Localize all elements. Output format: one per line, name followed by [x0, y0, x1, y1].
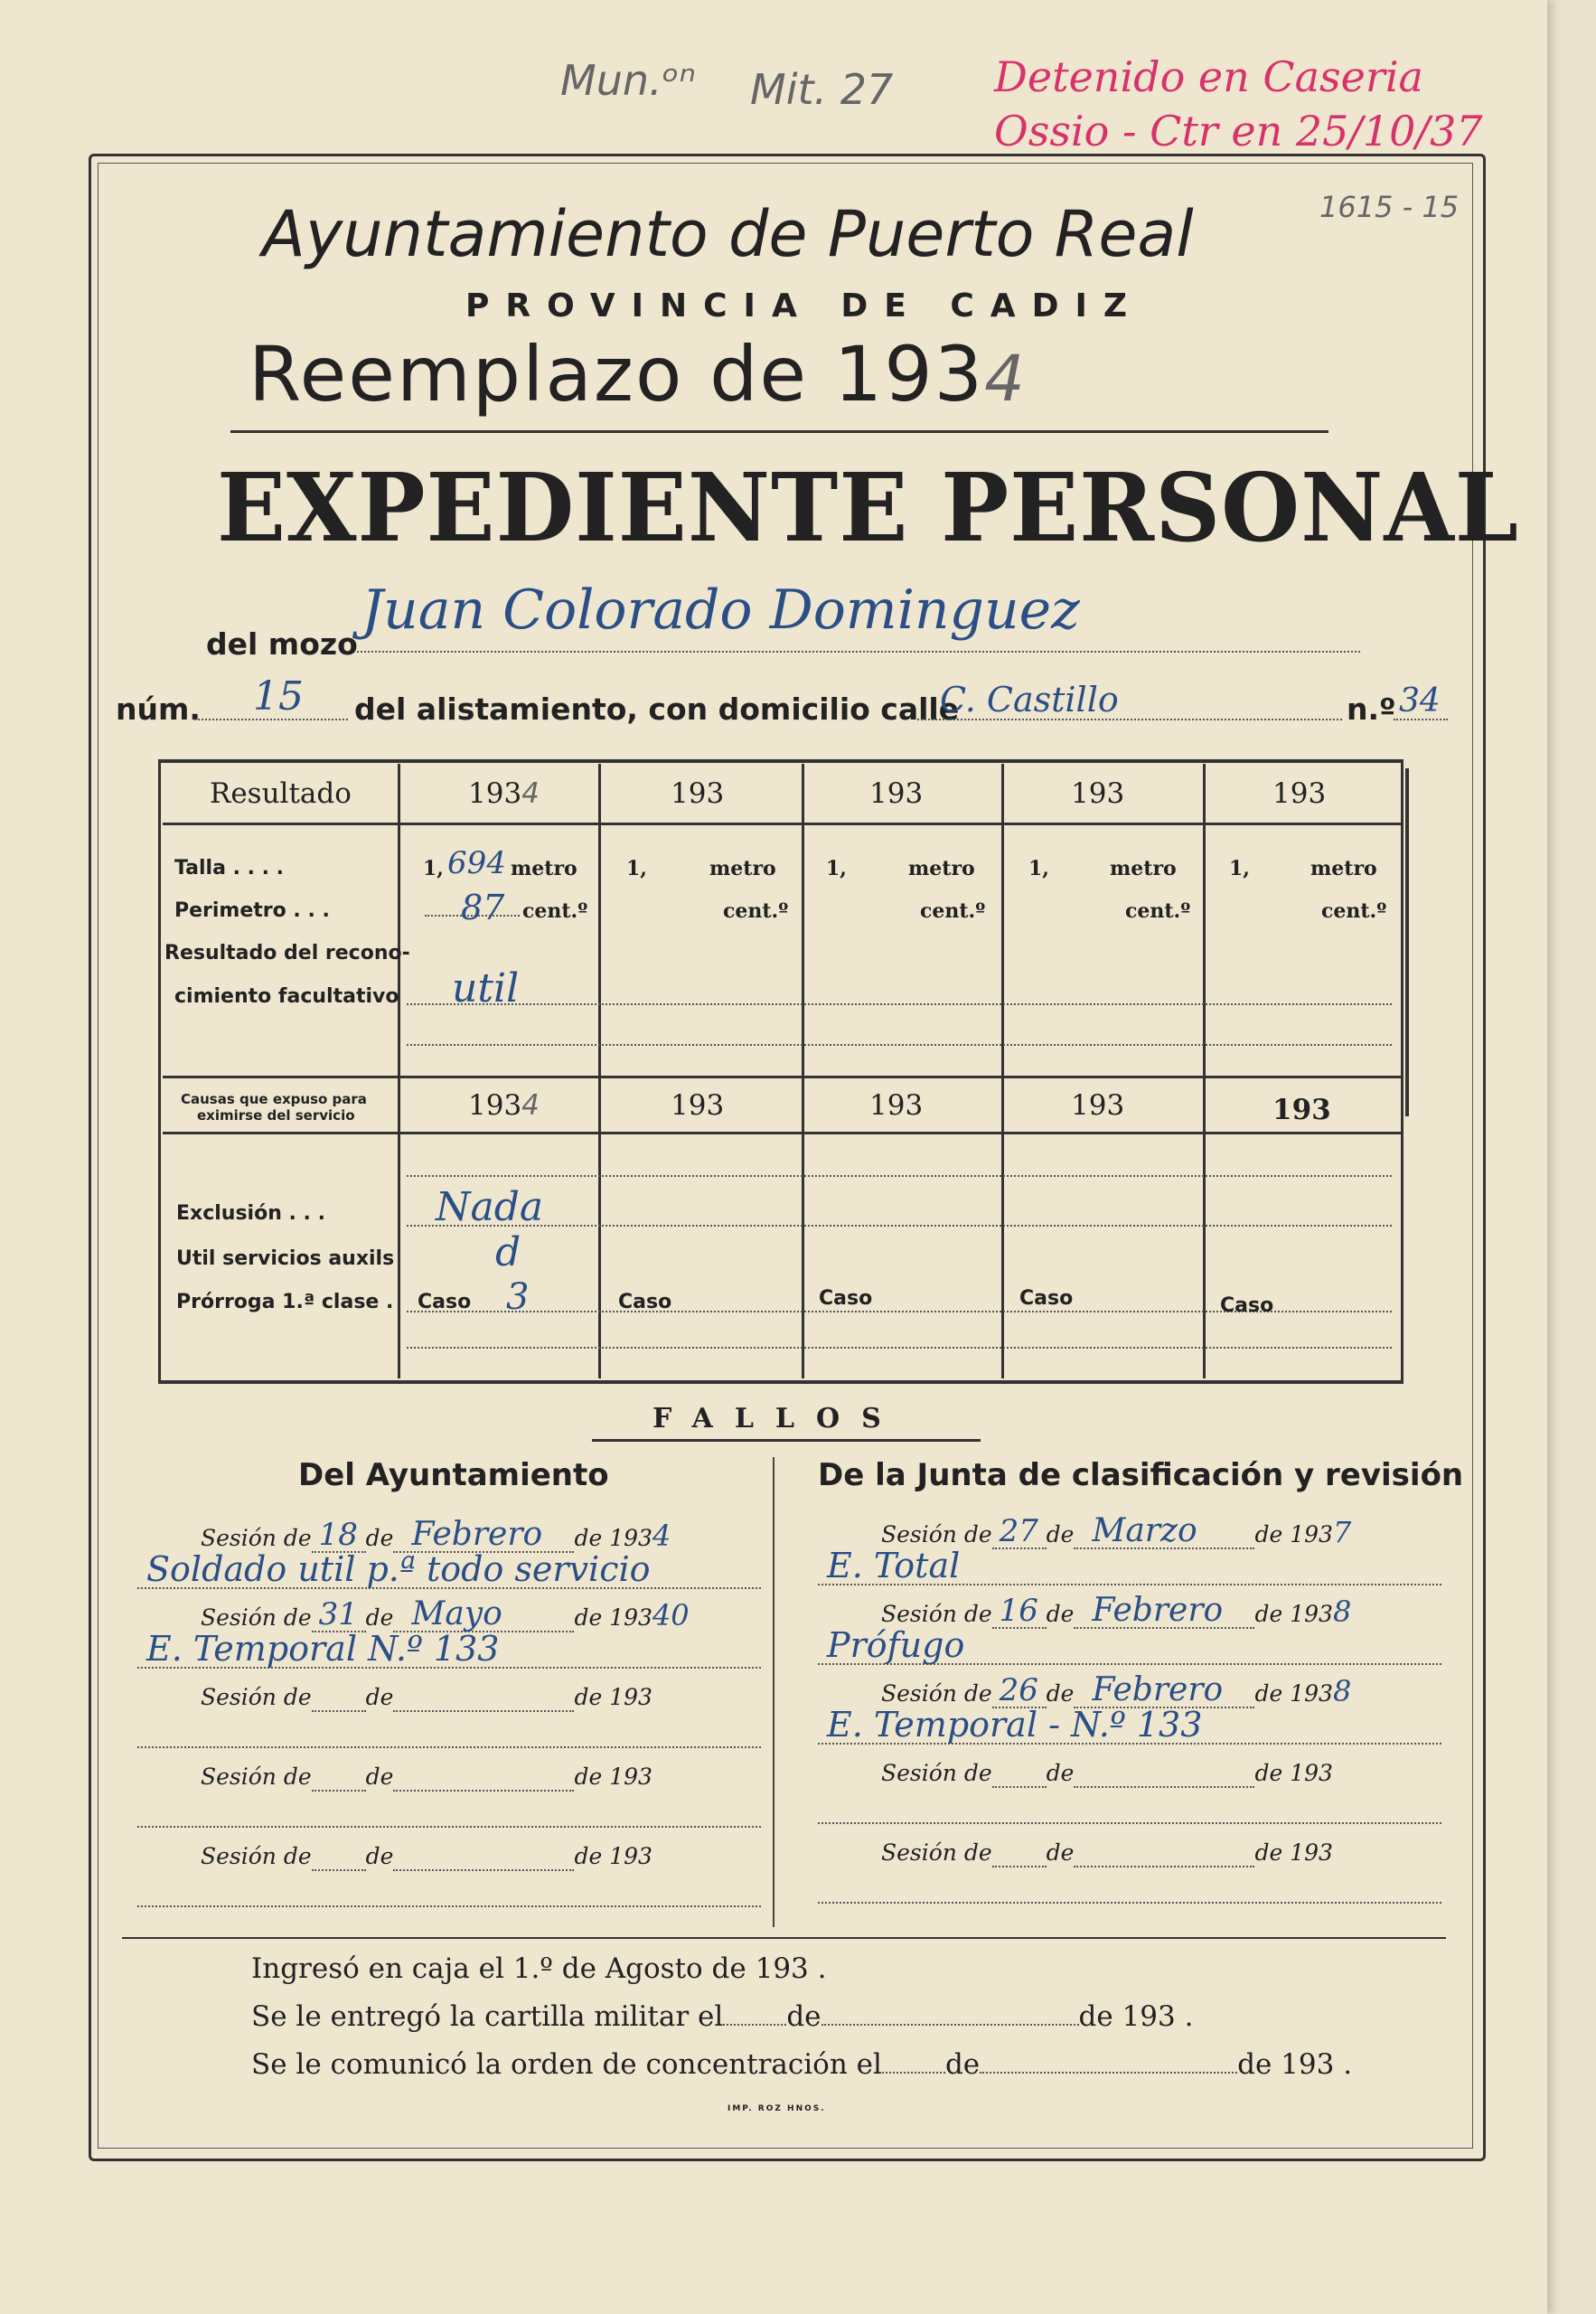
sesion-label: Sesión de	[201, 1764, 312, 1790]
exclusion-label: Exclusión . . .	[176, 1202, 325, 1225]
year-col-1: 1934	[468, 777, 540, 810]
province-title: PROVINCIA DE CADIZ	[465, 287, 1144, 325]
sesion-label: Sesión de	[201, 1684, 312, 1710]
year2-col-3: 193	[869, 1089, 924, 1122]
sesion-label: Sesión de	[201, 1604, 312, 1631]
reconocimiento-value: util	[452, 965, 520, 1011]
levy-title	[249, 330, 1027, 419]
session-day: 16	[999, 1593, 1038, 1629]
street-name: C. Castillo	[940, 680, 1119, 720]
year-label: de 193	[574, 1843, 652, 1869]
metro-label-4: metro	[1110, 857, 1177, 880]
caso-label-1: Caso	[418, 1291, 472, 1313]
de-label: de	[365, 1604, 394, 1631]
prorroga-label: Prórroga 1.ª clase .	[176, 1291, 394, 1313]
caso-value: 3	[506, 1276, 530, 1318]
de-label: de	[365, 1843, 394, 1869]
year2-col-5: 193	[1272, 1094, 1331, 1126]
talla-prefix-3: 1,	[826, 857, 847, 880]
sesion-label: Sesión de	[881, 1521, 992, 1547]
pencil-note-2: Mit. 27	[750, 65, 894, 114]
cent-label-2: cent.º	[723, 899, 789, 923]
reconocimiento-label-1: Resultado del recono-	[164, 942, 410, 964]
resultado-header: Resultado	[210, 777, 352, 810]
form-title: EXPEDIENTE PERSONAL	[217, 452, 1519, 563]
exclusion-value: Nada	[436, 1184, 544, 1230]
session-month: Marzo	[1092, 1512, 1197, 1549]
enlistment-number: 15	[253, 673, 304, 720]
session-day: 26	[999, 1672, 1038, 1708]
de-label: de	[1046, 1521, 1075, 1547]
util-value: d	[495, 1229, 521, 1275]
session-note-line	[137, 1746, 761, 1748]
session-note-line	[818, 1822, 1441, 1824]
session-year-hand: 8	[1332, 1594, 1352, 1629]
year-label: de 193	[574, 1525, 652, 1551]
year-label: de 193	[1254, 1839, 1333, 1866]
de-label: de	[365, 1764, 394, 1790]
address-label: del alistamiento, con domicilio calle	[354, 691, 960, 727]
de-label: de	[1046, 1680, 1075, 1707]
metro-label-3: metro	[908, 857, 975, 880]
session-note: E. Total	[827, 1546, 961, 1585]
talla-label: Talla . . . .	[174, 857, 285, 880]
caso-label-5: Caso	[1220, 1294, 1274, 1317]
session-year-hand: 4	[652, 1519, 671, 1553]
year-col-2: 193	[671, 777, 725, 810]
num-label: núm.	[116, 691, 201, 727]
session-note-line	[137, 1905, 761, 1907]
caso-label-2: Caso	[618, 1291, 672, 1313]
archive-number: 1615 - 15	[1319, 190, 1460, 224]
session-note-line	[137, 1826, 761, 1828]
de-label: de	[365, 1684, 394, 1710]
municipality-title: Ayuntamiento de Puerto Real	[262, 197, 1194, 271]
footer-line-3: Se le comunicó la orden de concentración el de de 193 .	[251, 2048, 1353, 2081]
levy-label: Reemplazo de 193	[249, 330, 985, 419]
fallos-divider	[773, 1457, 775, 1927]
session-month: Febrero	[1092, 1671, 1224, 1708]
sesion-label: Sesión de	[881, 1839, 992, 1866]
talla-prefix-1: 1,	[423, 857, 444, 880]
header-rule	[230, 430, 1328, 433]
cent-label-3: cent.º	[920, 899, 986, 923]
year-label: de 193	[1254, 1680, 1333, 1707]
sesion-label: Sesión de	[881, 1680, 992, 1707]
metro-label-5: metro	[1310, 857, 1377, 880]
fallos-rule	[592, 1439, 981, 1442]
fallos-title: FALLOS	[652, 1403, 903, 1434]
talla-prefix-2: 1,	[626, 857, 647, 880]
person-name: Juan Colorado Dominguez	[361, 578, 1080, 642]
de-label: de	[1046, 1760, 1075, 1786]
year2-col-4: 193	[1071, 1089, 1125, 1122]
sesion-label: Sesión de	[201, 1525, 312, 1551]
left-heading: Del Ayuntamiento	[298, 1457, 609, 1493]
red-detention-note: Detenido en Caseria Ossio - Ctr en 25/10/37	[994, 52, 1483, 155]
session-note: E. Temporal - N.º 133	[827, 1705, 1203, 1745]
mozo-label: del mozo	[206, 626, 358, 662]
session-year-hand: 7	[1332, 1515, 1352, 1549]
session-month: Febrero	[1092, 1592, 1224, 1629]
sesion-label: Sesión de	[881, 1601, 992, 1627]
session-day: 27	[999, 1513, 1038, 1549]
year2-col-2: 193	[671, 1089, 725, 1122]
cent-label-5: cent.º	[1321, 899, 1387, 923]
pencil-note-1: Mun.ᵒⁿ	[560, 56, 696, 105]
year-label: de 193	[1254, 1601, 1333, 1627]
fallos-bottom-rule	[122, 1937, 1446, 1939]
de-label: de	[365, 1525, 394, 1551]
year-label: de 193	[574, 1684, 652, 1710]
printer-mark: IMP. ROZ HNOS.	[728, 2104, 826, 2113]
cent-label-1: cent.º	[522, 899, 588, 923]
year-col-5: 193	[1272, 777, 1327, 810]
session-note: E. Temporal N.º 133	[146, 1629, 500, 1669]
reconocimiento-label-2: cimiento facultativo	[174, 985, 399, 1008]
session-note-line	[818, 1902, 1441, 1904]
util-label: Util servicios auxils	[176, 1247, 395, 1270]
perimetro-label: Perimetro . . .	[174, 899, 330, 922]
year-col-4: 193	[1071, 777, 1125, 810]
metro-label-2: metro	[709, 857, 776, 880]
sesion-label: Sesión de	[881, 1760, 992, 1786]
year-col-3: 193	[869, 777, 924, 810]
session-note: Prófugo	[827, 1625, 965, 1665]
sesion-label: Sesión de	[201, 1843, 312, 1869]
causas-label-2: eximirse del servicio	[197, 1107, 355, 1124]
caso-label-4: Caso	[1019, 1287, 1074, 1310]
year-label: de 193	[1254, 1760, 1333, 1786]
session-day: 31	[318, 1596, 358, 1632]
session-month: Febrero	[411, 1516, 543, 1553]
house-number: 34	[1399, 682, 1441, 720]
perimetro-value: 87	[461, 888, 505, 927]
house-no-label: n.º	[1347, 691, 1396, 727]
session-year-hand: 8	[1332, 1674, 1352, 1708]
talla-prefix-5: 1,	[1229, 857, 1250, 880]
session-month: Mayo	[411, 1595, 502, 1632]
talla-value: 694	[447, 845, 506, 881]
de-label: de	[1046, 1839, 1075, 1866]
year2-col-1: 1934	[468, 1089, 540, 1122]
footer-line-2: Se le entregó la cartilla militar el de de 193 .	[251, 2000, 1194, 2033]
footer-line-1: Ingresó en caja el 1.º de Agosto de 193 .	[251, 1952, 827, 1985]
caso-label-3: Caso	[819, 1287, 873, 1310]
year-label: de 193	[574, 1764, 652, 1790]
talla-prefix-4: 1,	[1028, 857, 1049, 880]
cent-label-4: cent.º	[1125, 899, 1191, 923]
year-label: de 193	[1254, 1521, 1333, 1547]
year-label: de 193	[574, 1604, 652, 1631]
right-heading: De la Junta de clasificación y revisión	[818, 1457, 1464, 1493]
session-note: Soldado util p.ª todo servicio	[146, 1549, 651, 1589]
levy-year-hand: 4	[984, 342, 1027, 416]
session-year-hand: 40	[652, 1598, 690, 1632]
de-label: de	[1046, 1601, 1075, 1627]
causas-label-1: Causas que expuso para	[181, 1091, 367, 1107]
session-day: 18	[318, 1517, 358, 1553]
metro-label-1: metro	[511, 857, 577, 880]
